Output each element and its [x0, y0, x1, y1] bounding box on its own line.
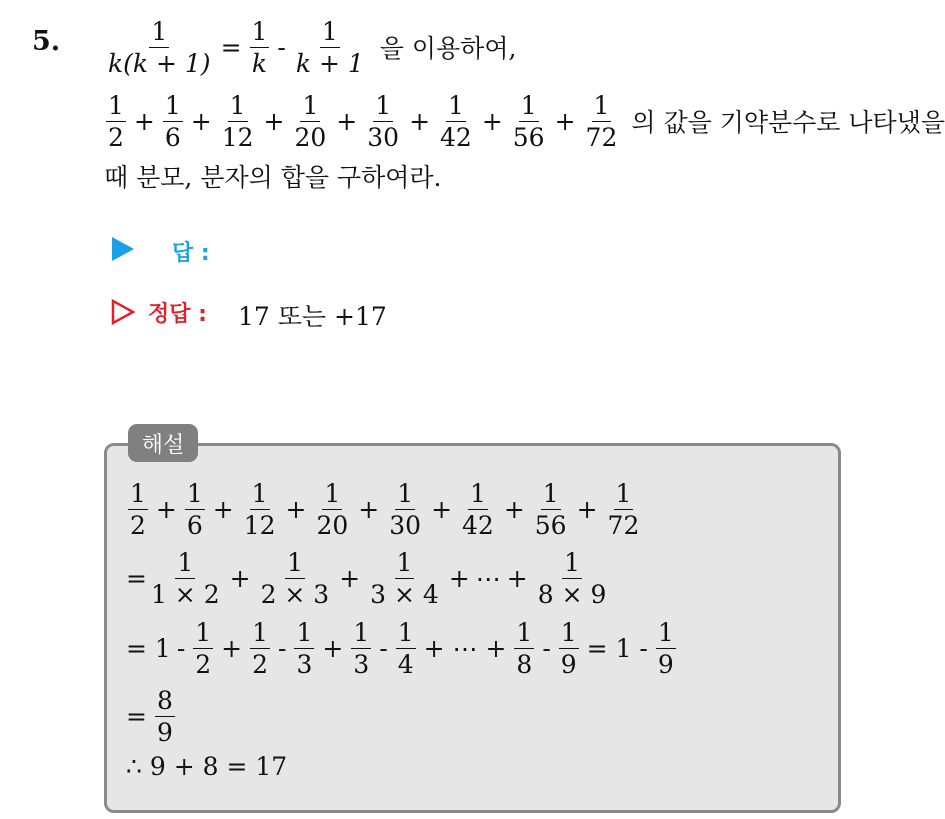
- fraction: [149, 547, 222, 609]
- denominator: k: [251, 48, 268, 78]
- numerator: 1: [396, 547, 413, 577]
- plus-sign: +: [448, 563, 470, 593]
- numerator: 1: [296, 617, 313, 647]
- hint-formula: [104, 14, 516, 80]
- solution-row-factored: [126, 546, 610, 610]
- numerator: 1: [321, 16, 338, 46]
- fraction: [511, 90, 547, 152]
- numerator: 1: [469, 478, 486, 508]
- plus-sign: +: [212, 494, 234, 524]
- denominator: 20: [294, 122, 327, 152]
- numerator: 8: [156, 685, 173, 715]
- denominator: 6: [186, 510, 203, 540]
- plus-sign: +: [339, 563, 361, 593]
- plus-sign: +: [221, 633, 243, 663]
- numerator: 1: [324, 478, 341, 508]
- fraction: [387, 478, 423, 540]
- plus-sign: +: [576, 494, 598, 524]
- fraction: [351, 617, 371, 679]
- denominator: 8 × 9: [537, 579, 607, 609]
- fraction: [368, 547, 441, 609]
- plus-sign: +: [336, 106, 358, 136]
- denominator: 2 × 3: [260, 579, 330, 609]
- correct-answer-value: 17 또는 +17: [238, 302, 387, 331]
- numerator: 1: [516, 617, 533, 647]
- denominator: 56: [534, 510, 567, 540]
- denominator: 12: [243, 510, 276, 540]
- fraction: [155, 685, 175, 747]
- numerator: 1: [252, 617, 269, 647]
- denominator: k(k + 1): [108, 48, 211, 78]
- correct-answer-triangle-icon: [110, 299, 136, 329]
- numerator: 1: [186, 478, 203, 508]
- fraction: [259, 547, 332, 609]
- plus-sign: +: [554, 106, 576, 136]
- fraction: [584, 90, 620, 152]
- numerator: 1: [108, 90, 124, 120]
- fraction: [220, 90, 256, 152]
- minus-sign: -: [278, 633, 287, 663]
- hint-r1-fraction: [250, 16, 270, 78]
- numerator: 1: [251, 478, 268, 508]
- solution-tag: 해설: [128, 424, 198, 462]
- numerator: 1: [286, 547, 303, 577]
- denominator: 3: [296, 649, 313, 679]
- plus-sign: +: [190, 106, 212, 136]
- fraction: [242, 478, 278, 540]
- denominator: 20: [316, 510, 349, 540]
- denominator: 8: [516, 649, 533, 679]
- plus-sign: +: [263, 106, 285, 136]
- numerator: 1: [195, 617, 212, 647]
- denominator: 4: [397, 649, 414, 679]
- denominator: 3 × 4: [370, 579, 439, 609]
- fraction: [106, 90, 126, 152]
- numerator: 1: [229, 90, 246, 120]
- fraction: [185, 478, 205, 540]
- minus-sign: -: [176, 633, 186, 663]
- plus-sign: +: [506, 563, 528, 593]
- fraction: [460, 478, 496, 540]
- numerator: 1: [302, 90, 319, 120]
- plus-sign: +: [409, 106, 431, 136]
- denominator: 9: [560, 649, 577, 679]
- fraction: [536, 547, 609, 609]
- denominator: 30: [367, 122, 400, 152]
- denominator: 42: [462, 510, 494, 540]
- numerator: 1: [397, 478, 414, 508]
- fraction: [365, 90, 401, 152]
- ellipsis: ⋯: [475, 563, 501, 593]
- sum-expression: [104, 88, 945, 154]
- numerator: 1: [564, 547, 581, 577]
- question-text-line2: 의 값을 기약분수로 나타냈을: [631, 108, 945, 137]
- numerator: 1: [375, 90, 392, 120]
- plus-sign: +: [229, 563, 251, 593]
- fraction: [163, 90, 183, 152]
- fraction: [514, 617, 534, 679]
- fraction: [294, 617, 314, 679]
- equals-rhs: = 1 -: [586, 633, 648, 663]
- denominator: 1 × 2: [150, 579, 220, 609]
- minus-sign: -: [379, 633, 388, 663]
- fraction: [606, 478, 642, 540]
- equals-sign: =: [220, 32, 242, 62]
- fraction: [314, 478, 350, 540]
- plus-sign: +: [285, 494, 307, 524]
- hint-lhs-fraction: [106, 16, 213, 78]
- denominator: 30: [389, 510, 422, 540]
- denominator: 2: [252, 649, 269, 679]
- solution-row-result: [126, 684, 177, 748]
- plus-sign: +: [133, 106, 155, 136]
- fraction: [128, 478, 148, 540]
- numerator: 1: [447, 90, 464, 120]
- question-number: 5.: [32, 26, 61, 57]
- numerator: 1: [560, 617, 577, 647]
- denominator: k + 1: [295, 48, 364, 78]
- answer-play-icon: [110, 236, 136, 266]
- row-start: = 1: [126, 633, 171, 663]
- plus-sign: +: [481, 106, 503, 136]
- denominator: 2: [195, 649, 212, 679]
- denominator: 6: [164, 122, 181, 152]
- numerator: 1: [151, 16, 168, 46]
- equals-sign: =: [126, 701, 147, 731]
- numerator: 1: [130, 478, 146, 508]
- fraction: [559, 617, 579, 679]
- numerator: 1: [251, 16, 268, 46]
- numerator: 1: [520, 90, 537, 120]
- fraction: [656, 617, 676, 679]
- denominator: 3: [353, 649, 370, 679]
- fraction: [193, 617, 213, 679]
- hint-r2-fraction: [294, 16, 366, 78]
- numerator: 1: [177, 547, 194, 577]
- equals-sign: =: [126, 563, 147, 593]
- denominator: 12: [221, 122, 254, 152]
- numerator: 1: [593, 90, 610, 120]
- plus-sign: +: [431, 494, 453, 524]
- numerator: 1: [397, 617, 414, 647]
- fraction: [438, 90, 474, 152]
- fraction: [533, 478, 569, 540]
- fraction: [396, 617, 416, 679]
- question-text-line3: 때 분모, 분자의 합을 구하여라.: [104, 163, 442, 192]
- denominator: 56: [512, 122, 545, 152]
- fraction: [250, 617, 270, 679]
- denominator: 9: [657, 649, 674, 679]
- correct-answer-label: 정답 :: [148, 302, 207, 327]
- plus-sign: +: [503, 494, 525, 524]
- fraction: [292, 90, 328, 152]
- minus-sign: -: [277, 32, 286, 62]
- denominator: 2: [130, 510, 146, 540]
- solution-row-conclusion: ∴ 9 + 8 = 17: [126, 752, 288, 781]
- numerator: 1: [353, 617, 370, 647]
- plus-sign: +: [322, 633, 344, 663]
- plus-sign: +: [358, 494, 380, 524]
- denominator: 9: [156, 717, 173, 747]
- numerator: 1: [615, 478, 632, 508]
- minus-sign: -: [542, 633, 551, 663]
- numerator: 1: [164, 90, 181, 120]
- plus-sign: +: [155, 494, 177, 524]
- denominator: 72: [607, 510, 640, 540]
- solution-row-sum: [126, 478, 643, 540]
- numerator: 1: [542, 478, 559, 508]
- answer-label: 답 :: [172, 241, 210, 266]
- denominator: 42: [440, 122, 472, 152]
- ellipsis: + ⋯ +: [423, 633, 507, 663]
- denominator: 72: [585, 122, 618, 152]
- hint-text: 을 이용하여,: [379, 34, 517, 63]
- denominator: 2: [108, 122, 124, 152]
- numerator: 1: [657, 617, 674, 647]
- solution-row-telescoping: [126, 616, 678, 680]
